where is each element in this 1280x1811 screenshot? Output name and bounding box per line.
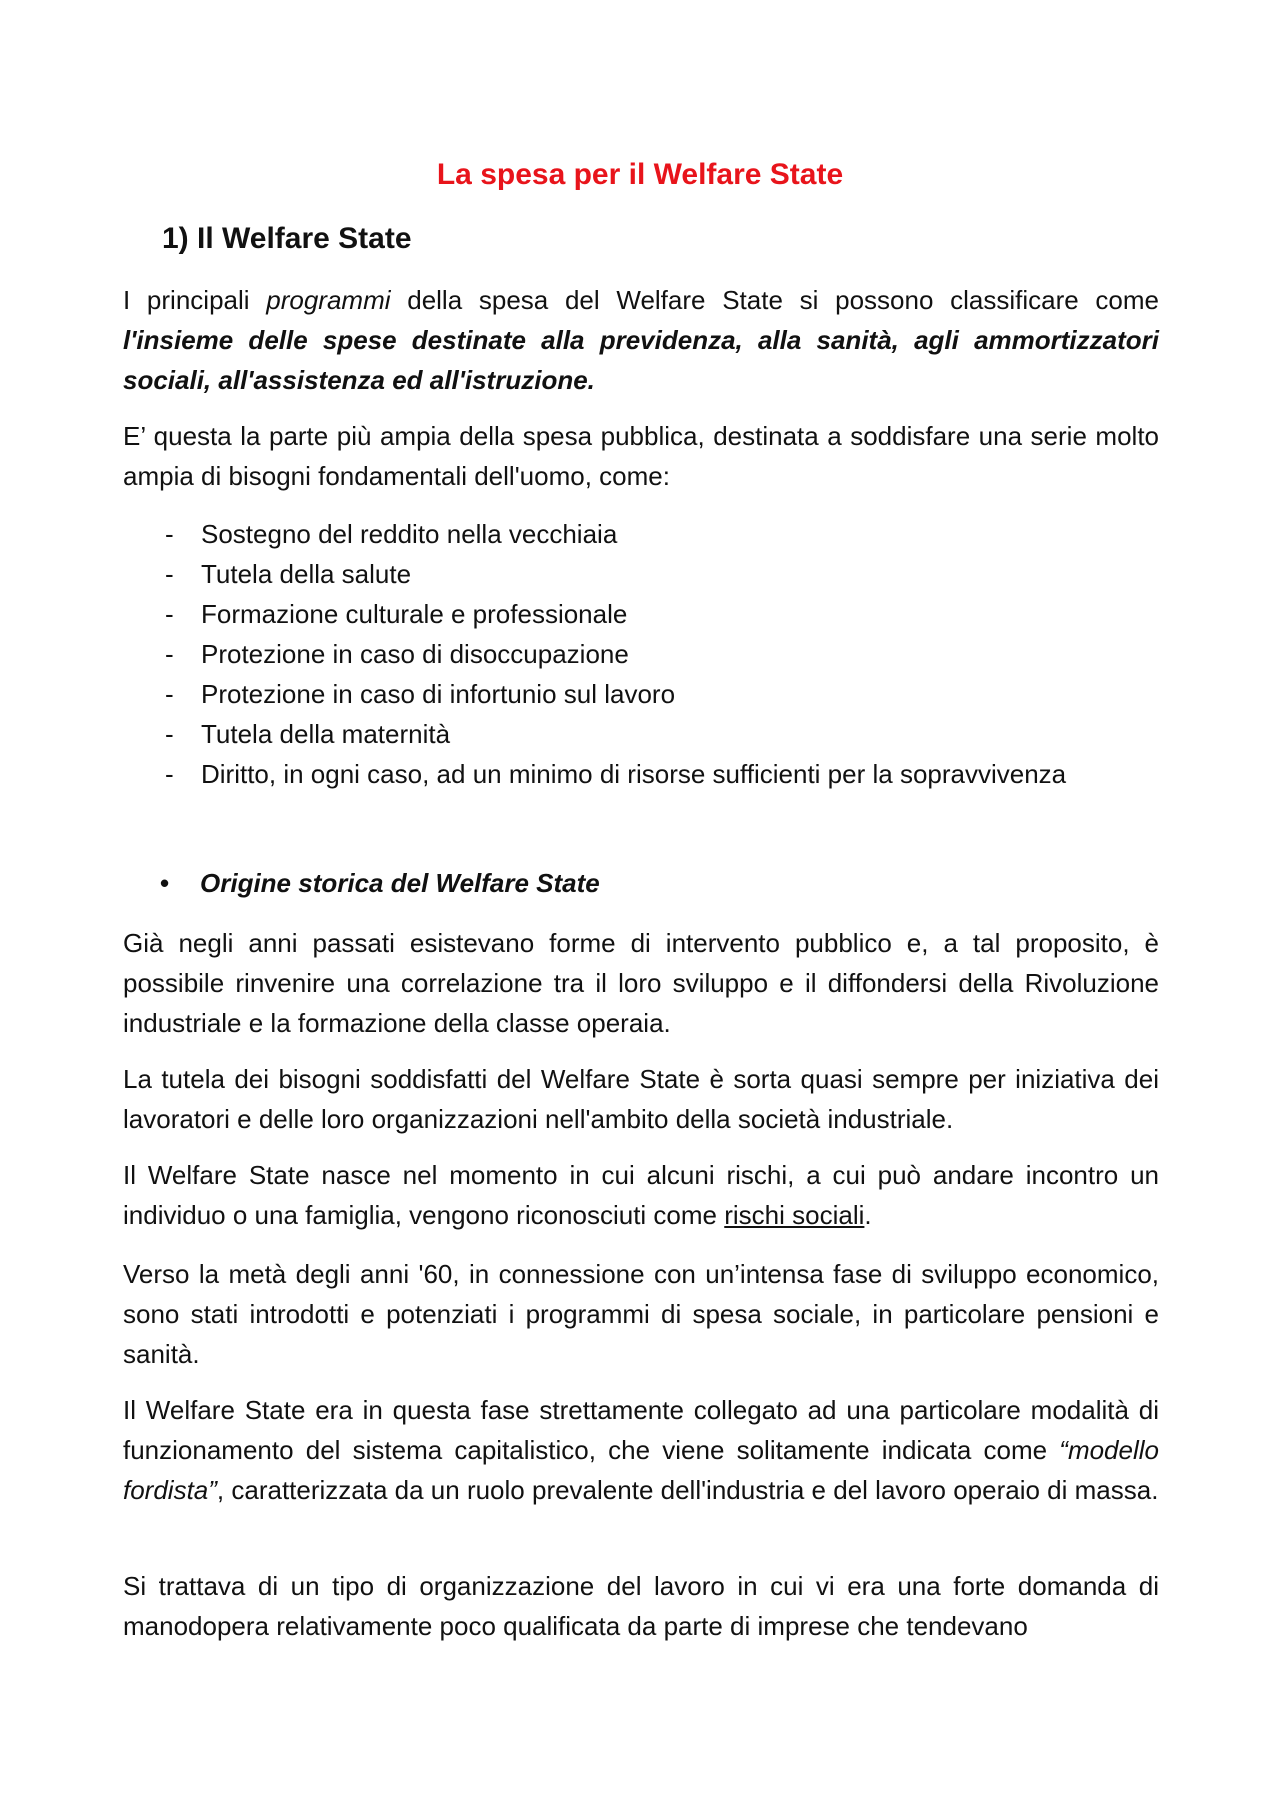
- list-item-label: Formazione culturale e professionale: [201, 599, 628, 629]
- text-run: .: [864, 1200, 872, 1230]
- list-item-label: Tutela della salute: [201, 559, 412, 589]
- subheading: [160, 868, 600, 899]
- bullet-icon: •: [160, 868, 170, 898]
- dash-marker: -: [165, 519, 174, 549]
- dash-marker: -: [165, 559, 174, 589]
- underlined-term: rischi sociali: [724, 1200, 865, 1230]
- text-run: della spesa del Welfare State si possono classificare come: [390, 285, 1159, 315]
- paragraph-origins: Già negli anni passati esistevano forme di intervento pubblico e, a tal proposito, è possibile rinvenire una correlazione tra il loro sviluppo e il diffondersi della Rivoluzione industriale e la formazione della classe operaia.: [123, 928, 1159, 1038]
- paragraph-labour: Si trattava di un tipo di organizzazione del lavoro in cui vi era una forte domanda di manodopera relativamente poco qualificata da parte di imprese che tendevano: [123, 1571, 1159, 1641]
- paragraph-scope: E’ questa la parte più ampia della spesa pubblica, destinata a soddisfare una serie molto ampia di bisogni fondamentali dell'uomo, come:: [123, 421, 1159, 491]
- dash-marker: -: [165, 639, 174, 669]
- text-run: I principali: [123, 285, 267, 315]
- paragraph-social-risks: [123, 1155, 1159, 1235]
- text-run: Il Welfare State era in questa fase strettamente collegato ad una particolare modalità di funzionamento del sistema capitalistico, che viene solitamente indicata come: [123, 1395, 1159, 1465]
- list-item: [165, 514, 1066, 554]
- list-item-label: Protezione in caso di disoccupazione: [201, 639, 629, 669]
- list-item-label: Protezione in caso di infortunio sul lavoro: [201, 679, 676, 709]
- text-run: Il Welfare State nasce nel momento in cui alcuni rischi, a cui può andare incontro un individuo o una famiglia, vengono riconosciuti come: [123, 1160, 1159, 1230]
- needs-list: [165, 514, 1066, 794]
- text-run: , caratterizzata da un ruolo prevalente dell'industria e del lavoro operaio di massa.: [216, 1475, 1159, 1505]
- emphasis-programmi: programmi: [266, 285, 391, 315]
- dash-marker: -: [165, 599, 174, 629]
- list-item-label: Sostegno del reddito nella vecchiaia: [201, 519, 618, 549]
- dash-marker: -: [165, 679, 174, 709]
- page-title: La spesa per il Welfare State: [436, 158, 844, 191]
- paragraph-sixties: Verso la metà degli anni '60, in connessione con un’intensa fase di sviluppo economico, sono stati introdotti e potenziati i programmi di spesa sociale, in particolare pensioni e sanità.: [123, 1259, 1159, 1369]
- subheading-label: Origine storica del Welfare State: [200, 868, 600, 898]
- list-item: [165, 634, 1066, 674]
- dash-marker: -: [165, 719, 174, 749]
- list-item: [165, 714, 1066, 754]
- dash-marker: -: [165, 759, 174, 789]
- emphasis-fordist-model: “modello fordista”: [123, 1435, 1159, 1505]
- list-item: [165, 594, 1066, 634]
- list-item: [165, 554, 1066, 594]
- list-item: [165, 754, 1066, 794]
- emphasis-definition: l'insieme delle spese destinate alla previdenza, alla sanità, agli ammortizzatori sociali, all'assistenza ed all'istruzione.: [123, 325, 1159, 395]
- paragraph-fordism: [123, 1390, 1159, 1510]
- paragraph-protection: La tutela dei bisogni soddisfatti del Welfare State è sorta quasi sempre per iniziativa dei lavoratori e delle loro organizzazioni nell'ambito della società industriale.: [123, 1064, 1159, 1134]
- section-heading: 1) Il Welfare State: [162, 222, 412, 255]
- list-item-label: Tutela della maternità: [201, 719, 451, 749]
- paragraph-intro: [123, 280, 1159, 400]
- list-item-label: Diritto, in ogni caso, ad un minimo di risorse sufficienti per la sopravvivenza: [201, 759, 1067, 789]
- list-item: [165, 674, 1066, 714]
